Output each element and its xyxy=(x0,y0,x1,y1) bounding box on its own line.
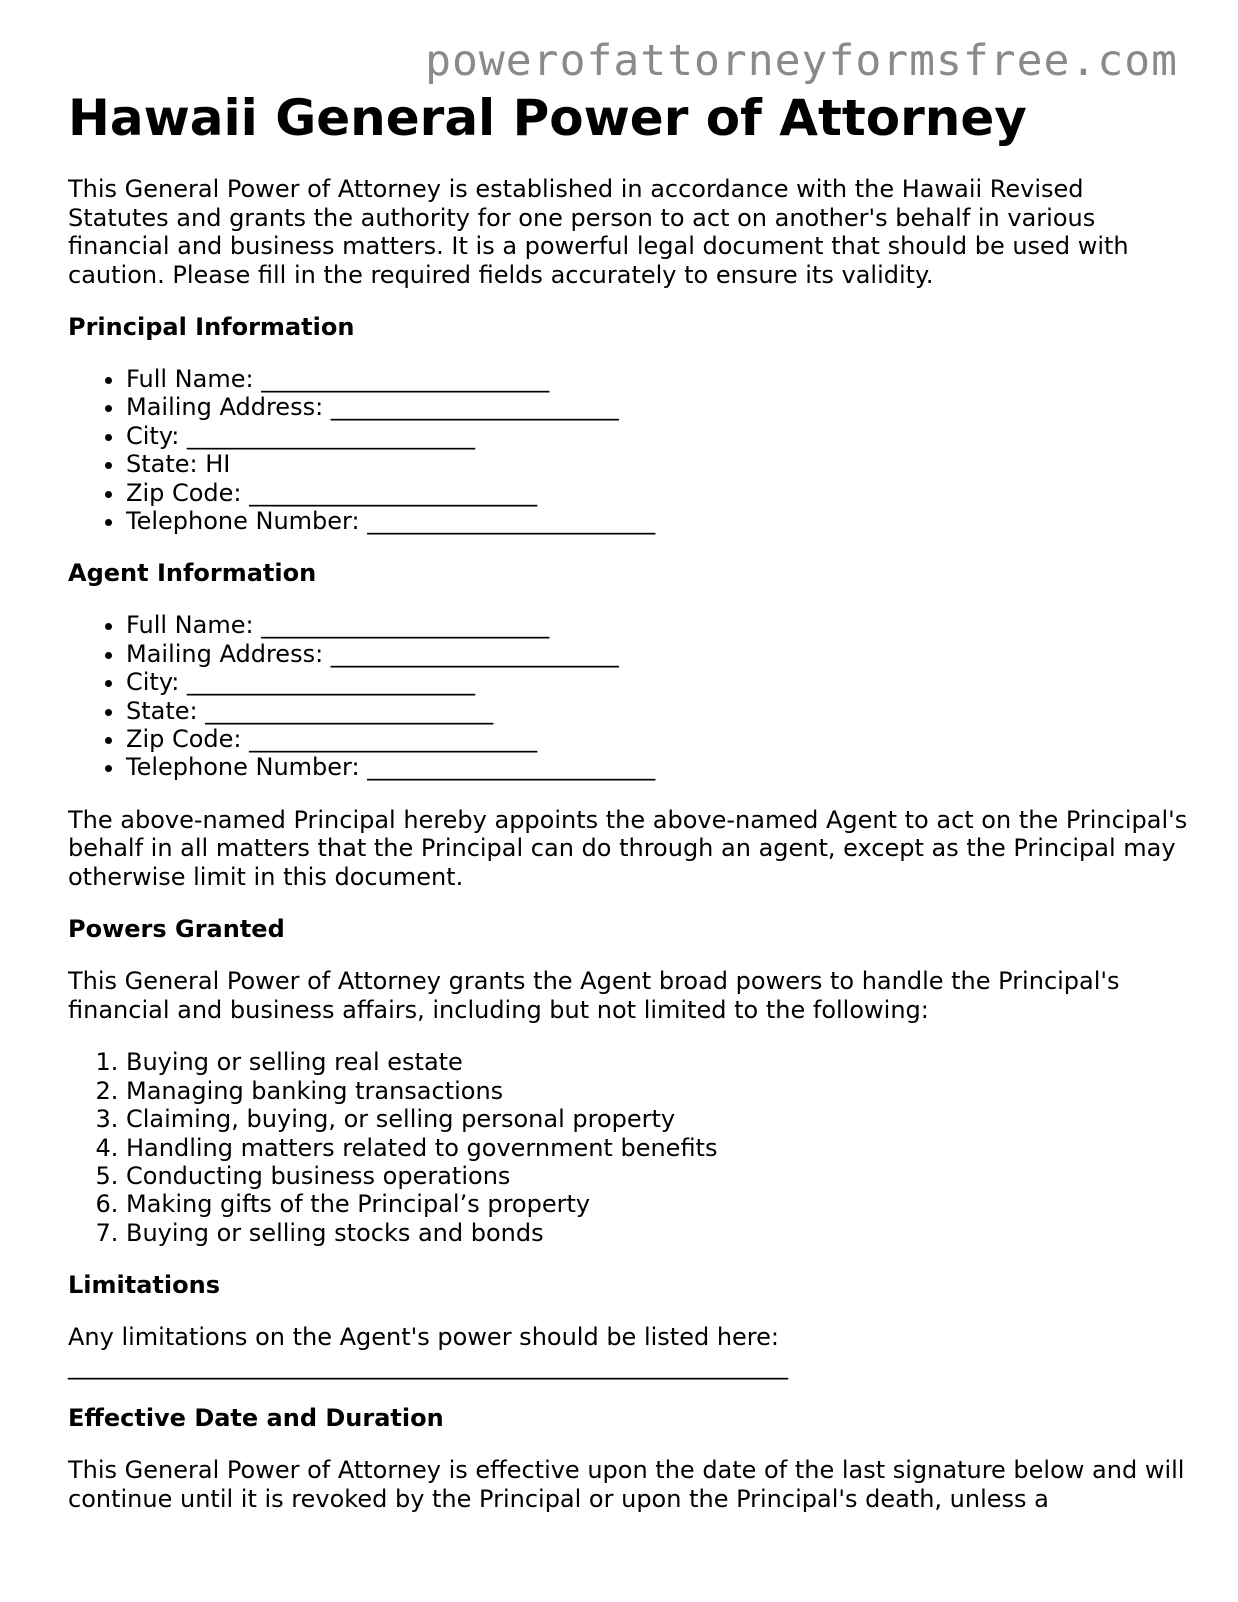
effective-heading: Effective Date and Duration xyxy=(68,1404,444,1433)
agent-state-field: • State: ________________________ xyxy=(126,697,1188,725)
principal-zip-code-field: • Zip Code: ________________________ xyxy=(126,479,1188,507)
principal-state-field: • State: HI xyxy=(126,450,1188,478)
intro-paragraph: This General Power of Attorney is established in accordance with the Hawaii Revised Statutes and grants the authority for one person to act on another's behalf in various financial and business matters. It is a powerful legal document that should be used with caution. Please fill in the required fields accurately to ensure its validity. xyxy=(68,175,1129,289)
power-item: 1. Buying or selling real estate xyxy=(126,1048,1188,1076)
powers-heading: Powers Granted xyxy=(68,915,285,944)
principal-telephone-field: • Telephone Number: ________________________ xyxy=(126,507,1188,535)
agent-zip-code-field: • Zip Code: ________________________ xyxy=(126,725,1188,753)
power-item: 4. Handling matters related to government benefits xyxy=(126,1134,1188,1162)
powers-paragraph: This General Power of Attorney grants the Agent broad powers to handle the Principal's financial and business affairs, including but not limited to the following: xyxy=(68,967,1120,1024)
principal-full-name-field: • Full Name: ________________________ xyxy=(126,365,1188,393)
agent-mailing-address-field: • Mailing Address: ________________________ xyxy=(126,640,1188,668)
limitations-heading: Limitations xyxy=(68,1271,220,1300)
power-item: 5. Conducting business operations xyxy=(126,1162,1188,1190)
powers-list xyxy=(68,1048,1188,1247)
power-item: 7. Buying or selling stocks and bonds xyxy=(126,1219,1188,1247)
power-item: 3. Claiming, buying, or selling personal property xyxy=(126,1105,1188,1133)
limitations-paragraph: Any limitations on the Agent's power should be listed here: xyxy=(68,1323,779,1352)
agent-telephone-field: • Telephone Number: ________________________ xyxy=(126,753,1188,781)
agent-fields-list xyxy=(68,611,1188,781)
power-item: 6. Making gifts of the Principal’s property xyxy=(126,1190,1188,1218)
principal-city-field: • City: ________________________ xyxy=(126,422,1188,450)
limitations-blank-line: ____________________________________________________________ xyxy=(68,1351,788,1380)
site-watermark: powerofattorneyformsfree.com xyxy=(425,36,1178,86)
agent-heading: Agent Information xyxy=(68,559,317,588)
agent-city-field: • City: ________________________ xyxy=(126,668,1188,696)
principal-fields-list xyxy=(68,365,1188,535)
document-body xyxy=(68,88,1188,1513)
agent-full-name-field: • Full Name: ________________________ xyxy=(126,611,1188,639)
effective-paragraph: This General Power of Attorney is effective upon the date of the last signature below and will continue until it is revoked by the Principal or upon the Principal's death, unless a xyxy=(68,1456,1185,1513)
power-item: 2. Managing banking transactions xyxy=(126,1077,1188,1105)
principal-heading: Principal Information xyxy=(68,313,355,341)
document-title: Hawaii General Power of Attorney xyxy=(68,89,1027,147)
principal-mailing-address-field: • Mailing Address: ________________________ xyxy=(126,393,1188,421)
appointment-paragraph: The above-named Principal hereby appoints the above-named Agent to act on the Principal's behalf in all matters that the Principal can do through an agent, except as the Principal may otherwise limit in this document. xyxy=(68,805,1188,891)
